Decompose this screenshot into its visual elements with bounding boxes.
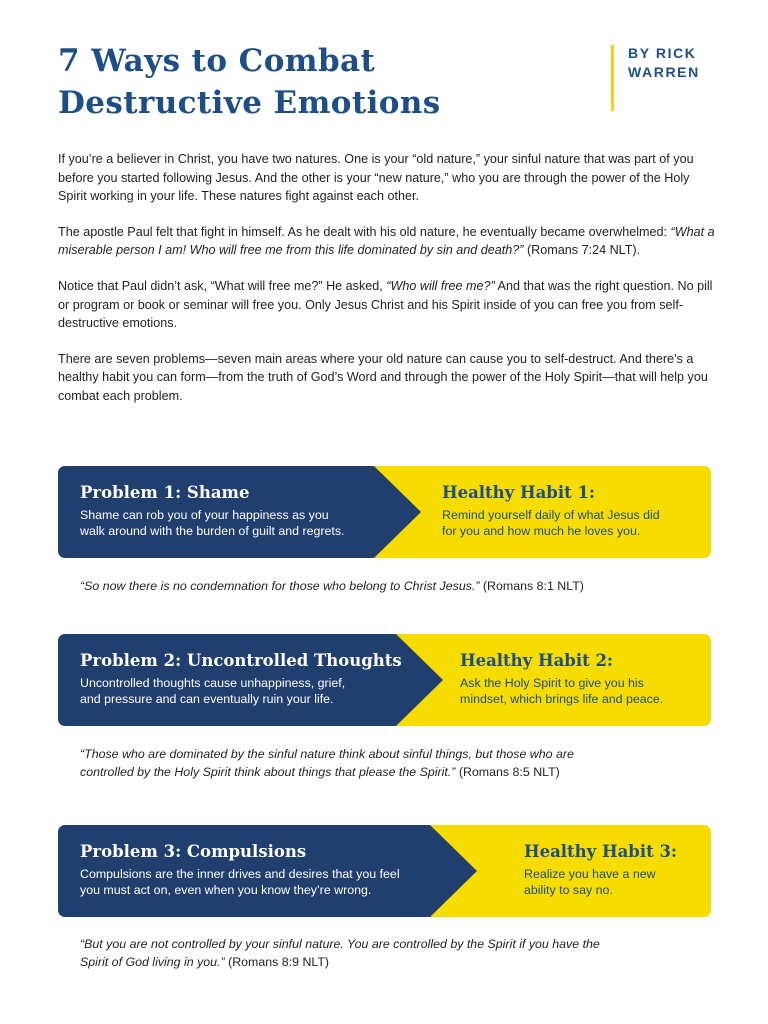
verse-quote: “But you are not controlled by your sinful nature. You are controlled by the Spirit if you have the — [80, 937, 600, 951]
problem-description-line: and pressure and can eventually ruin your life. — [80, 692, 334, 706]
intro-p3-quote: “Who will free me?” — [386, 278, 495, 293]
verse-quote: Spirit of God living in you.” — [80, 955, 225, 969]
intro-paragraph-2 — [58, 223, 718, 260]
verse-reference: (Romans 8:5 NLT) — [455, 765, 560, 779]
habit-description-line: Ask the Holy Spirit to give you his — [460, 676, 644, 690]
verse-quote: “So now there is no condemnation for those who belong to Christ Jesus.” — [80, 579, 480, 593]
byline — [628, 44, 700, 82]
verse-line — [80, 745, 700, 763]
verse-3 — [80, 935, 700, 971]
habit-title: Healthy Habit 2: — [460, 651, 614, 670]
problem-description — [80, 507, 345, 539]
problem-description-line: Shame can rob you of your happiness as you — [80, 508, 329, 522]
intro-paragraph-4 — [58, 350, 718, 406]
problem-description — [80, 866, 400, 898]
problem-title: Problem 3: Compulsions — [80, 842, 307, 861]
intro-p2-quote: “What a miserable person I am! Who will free me from this life dominated by sin and death?” — [58, 224, 715, 258]
byline-line-1: BY RICK — [628, 45, 697, 61]
intro-p4-text: There are seven problems—seven main areas where your old nature can cause you to self-destruct. And there’s a healthy habit you can form—from the truth of God’s Word and through the power of the Holy Spirit—that will help you combat each problem. — [58, 351, 708, 403]
habit-description — [460, 675, 663, 707]
verse-reference: (Romans 8:1 NLT) — [479, 579, 584, 593]
intro-p1-text: If you’re a believer in Christ, you have two natures. One is your “old nature,” your sinful nature that was part of you before you started following Jesus. And the other is your “new nature,” who you are through the power of the Holy Spirit working in your life. These natures fight against each other. — [58, 152, 694, 204]
byline-line-2: WARREN — [628, 64, 700, 80]
intro-paragraph-1 — [58, 150, 718, 206]
verse-line — [80, 577, 700, 595]
intro-p2-text: The apostle Paul felt that fight in himself. As he dealt with his old nature, he eventually became overwhelmed: — [58, 224, 671, 239]
habit-title: Healthy Habit 3: — [524, 842, 678, 861]
verse-quote: controlled by the Holy Spirit think about things that please the Spirit.” — [80, 765, 456, 779]
verse-line — [80, 935, 700, 953]
problem-description — [80, 675, 345, 707]
intro-text — [58, 150, 718, 423]
intro-p3-text: Notice that Paul didn’t ask, “What will free me?” He asked, — [58, 278, 387, 293]
verse-line — [80, 953, 700, 971]
verse-quote: “Those who are dominated by the sinful nature think about sinful things, but those who are — [80, 747, 574, 761]
habit-description-line: ability to say no. — [524, 883, 613, 897]
problem-description-line: you must act on, even when you know they’re wrong. — [80, 883, 372, 897]
problem-card-3 — [58, 825, 711, 917]
problem-title: Problem 1: Shame — [80, 483, 250, 502]
intro-p3-text-b: And that was the right question. No pill or program or book or seminar will free you. Only Jesus Christ and his Spirit inside of you can free you from self-destructive emotions. — [58, 278, 713, 331]
problem-description-line: walk around with the burden of guilt and regrets. — [80, 524, 345, 538]
verse-1 — [80, 577, 700, 595]
intro-p2-ref: (Romans 7:24 NLT). — [523, 243, 641, 258]
byline-divider — [611, 45, 614, 111]
problem-title: Problem 2: Uncontrolled Thoughts — [80, 651, 402, 670]
habit-description — [442, 507, 660, 539]
verse-line — [80, 763, 700, 781]
title-line-2: Destructive Emotions — [58, 85, 441, 121]
verse-reference: (Romans 8:9 NLT) — [224, 955, 330, 969]
verse-2 — [80, 745, 700, 781]
title-line-1: 7 Ways to Combat — [58, 43, 376, 79]
habit-description-line: Realize you have a new — [524, 867, 656, 881]
problem-card-2 — [58, 634, 711, 726]
habit-description — [524, 866, 656, 898]
intro-paragraph-3 — [58, 277, 718, 333]
page-title — [58, 40, 578, 124]
problem-description-line: Compulsions are the inner drives and desires that you feel — [80, 867, 400, 881]
problem-card-1 — [58, 466, 711, 558]
habit-title: Healthy Habit 1: — [442, 483, 596, 502]
problem-description-line: Uncontrolled thoughts cause unhappiness, grief, — [80, 676, 346, 690]
habit-description-line: Remind yourself daily of what Jesus did — [442, 508, 660, 522]
habit-description-line: mindset, which brings life and peace. — [460, 692, 664, 706]
habit-description-line: for you and how much he loves you. — [442, 524, 641, 538]
